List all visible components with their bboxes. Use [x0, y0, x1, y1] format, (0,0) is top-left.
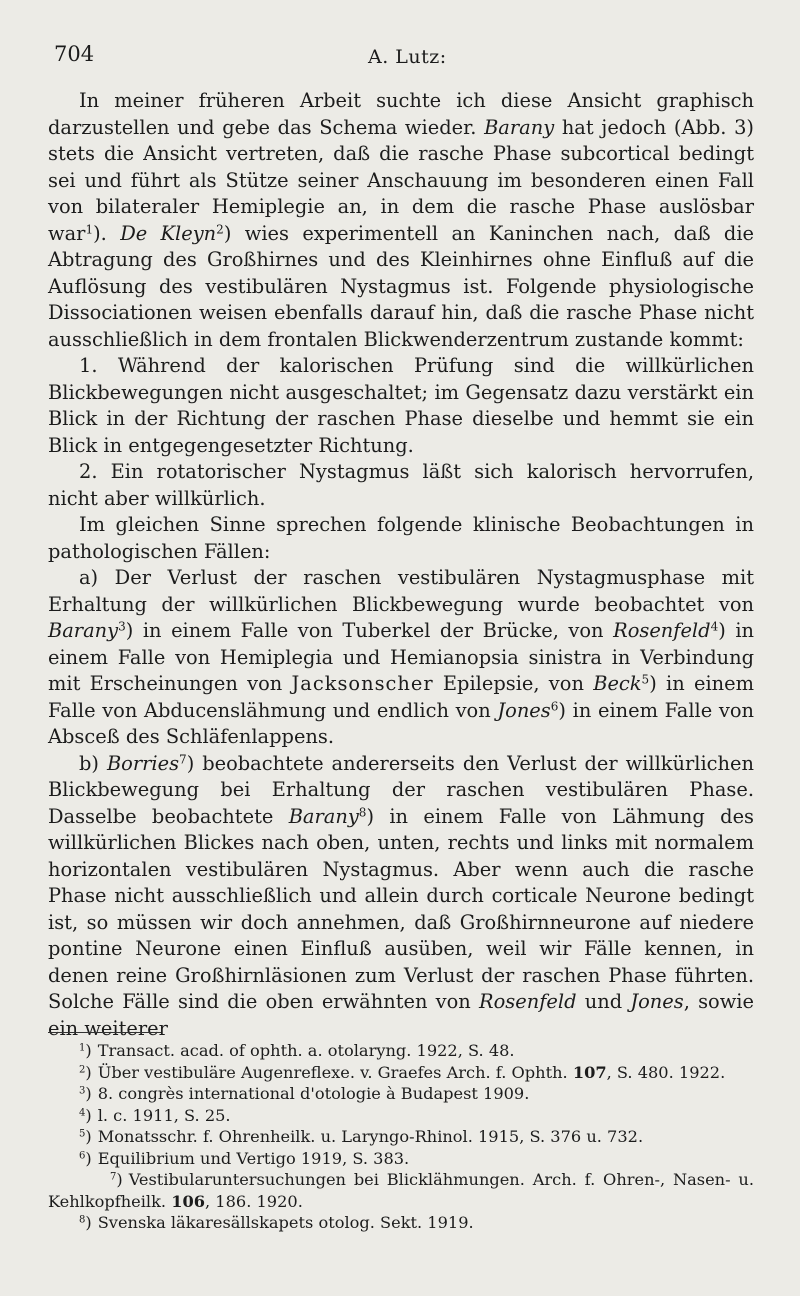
footnote-text: Transact. acad. of ophth. a. otolaryng. 1922, S. 48.: [97, 1041, 515, 1060]
author-name: Jones: [497, 698, 551, 722]
footnote-text: Über vestibuläre Augenreflexe. v. Graefes Arch. f. Ophth.: [97, 1062, 568, 1082]
footnote-2: [48, 1062, 754, 1084]
text-run: , sowie ein weiterer: [48, 990, 754, 1040]
text-run: ) in einem Falle von Tuberkel der Brücke, von: [125, 619, 604, 642]
text-run: ) in einem Falle von Abducenslähmung und endlich von: [48, 672, 754, 722]
footnote-text: Equilibrium und Vertigo 1919, S. 383.: [97, 1148, 410, 1168]
footnote-ref: 4: [710, 619, 719, 634]
paragraph-3: 2. Ein rotatorischer Nystagmus läßt sich kalorisch hervorrufen, nicht aber willkürlich.: [48, 460, 754, 510]
page-number: 704: [54, 42, 95, 66]
text-run: ) beobachtete andererseits den Verlust der willkürlichen Blickbewegung bei Erhaltung der raschen vestibulären Phase. Dasselbe beobachtete: [48, 751, 754, 828]
footnote-ref: 5: [641, 672, 650, 687]
footnote-number: $^4$): [79, 1105, 92, 1125]
author-name: Rosenfeld: [613, 619, 711, 642]
footnote-ref: 2: [216, 221, 224, 236]
footnote-ref: 3: [118, 619, 126, 634]
author-name: Rosenfeld: [479, 990, 577, 1013]
footnote-text: Vestibularuntersuchungen bei Blicklähmungen. Arch. f. Ohren-, Nasen- u. Kehlkopfheilk.: [48, 1170, 754, 1211]
running-head: A. Lutz:: [368, 46, 447, 68]
footnote-number: $^1$): [79, 1041, 92, 1060]
footnote-number: $^8$): [79, 1213, 92, 1232]
footnote-5: [48, 1126, 754, 1148]
footnote-ref: 8: [358, 804, 367, 819]
author-name: Barany: [484, 115, 555, 139]
text-run: ) in einem Falle von Hemiplegia und Hemianopsia sinistra in Verbindung mit Erscheinungen von: [48, 619, 755, 695]
footnote-number: $^3$): [79, 1084, 92, 1103]
text-run: ) wies experimentell an Kaninchen nach, daß die Abtragung des Großhirnes und des Kleinhirnes ohne Einfluß auf die Auflösung des vestibulären Nystagmus ist. Folgende physiologische Dissociationen weisen ebenfalls darauf hin, daß die rasche Phase nicht ausschließlich in dem frontalen Blickwenderzentrum zustande kommt:: [48, 221, 755, 351]
footnote-1: [48, 1040, 754, 1062]
footnote-text: l. c. 1911, S. 25.: [97, 1105, 231, 1125]
author-name: Borries: [106, 751, 180, 775]
footnotes: [48, 1040, 754, 1234]
author-name: Jacksonscher: [291, 672, 434, 695]
footnote-text: , S. 480. 1922.: [606, 1062, 726, 1082]
footnote-number: $^6$): [79, 1148, 92, 1168]
text-run: hat jedoch (Abb. 3) stets die Ansicht vertreten, daß die rasche Phase subcortical bedingt sei und führt als Stütze seiner Anschauung im besonderen einen Fall von bilateraler Hemiplegie an, in dem die rasche Phase auslösbar war: [48, 115, 754, 245]
text-run: und: [584, 990, 623, 1013]
author-name: Barany: [288, 804, 359, 828]
footnote-4: [48, 1105, 754, 1127]
footnote-text: Svenska läkaresällskapets otolog. Sekt. 1919.: [97, 1213, 474, 1232]
footnote-7: [48, 1169, 754, 1212]
paragraph-2: 1. Während der kalorischen Prüfung sind die willkürlichen Blickbewegungen nicht ausgeschaltet; im Gegensatz dazu verstärkt ein Blick in der Richtung der raschen Phase dieselbe und hemmt sie ein Blick in entgegengesetzter Richtung.: [48, 354, 754, 457]
paragraph-6: [48, 751, 754, 1043]
author-name: De Kleyn: [120, 221, 217, 245]
paragraph-4: Im gleichen Sinne sprechen folgende klinische Beobachtungen in pathologischen Fällen:: [48, 513, 754, 563]
text-run: ) in einem Falle von Absceß des Schläfenlappens.: [48, 698, 754, 748]
footnote-text: 8. congrès international d'otologie à Budapest 1909.: [97, 1084, 530, 1103]
body-text: [48, 88, 754, 1042]
footnote-divider: [48, 1032, 161, 1033]
footnote-8: [48, 1212, 754, 1234]
author-name: Beck: [593, 672, 642, 695]
page-header: [52, 42, 752, 72]
footnote-6: [48, 1148, 754, 1170]
footnote-ref: 7: [179, 751, 187, 766]
text-run: b): [79, 751, 99, 775]
paragraph-1: [48, 88, 754, 353]
author-name: Barany: [48, 619, 119, 642]
footnote-number: $^5$): [79, 1127, 92, 1146]
text-run: In meiner früheren Arbeit suchte ich diese Ansicht graphisch darzustellen und gebe das Schema wieder.: [48, 89, 754, 139]
volume-number: 107: [572, 1062, 607, 1082]
text-run: ).: [93, 221, 107, 245]
paragraph-5: [48, 565, 754, 751]
author-name: Jones: [630, 990, 684, 1013]
text-run: a) Der Verlust der raschen vestibulären Nystagmusphase mit Erhaltung der willkürlichen Blickbewegung wurde beobachtet von: [48, 566, 754, 616]
footnote-text: Monatsschr. f. Ohrenheilk. u. Laryngo-Rhinol. 1915, S. 376 u. 732.: [97, 1127, 644, 1146]
footnote-3: [48, 1083, 754, 1105]
footnote-number: $^7$): [110, 1170, 123, 1189]
text-run: Epilepsie, von: [442, 672, 584, 695]
footnote-text: , 186. 1920.: [205, 1191, 303, 1211]
volume-number: 106: [171, 1191, 206, 1211]
footnote-ref: 1: [85, 221, 94, 236]
footnote-ref: 6: [550, 698, 559, 713]
footnote-number: $^2$): [79, 1062, 92, 1082]
text-run: ) in einem Falle von Lähmung des willkürlichen Blickes nach oben, unten, rechts und links mit normalem horizontalen vestibulären Nystagmus. Aber wenn auch die rasche Phase nicht ausschließlich und allein durch corticale Neurone bedingt ist, so müssen wir doch annehmen, daß Großhirnneurone auf niedere pontine Neurone einen Einfluß ausüben, weil wir Fälle kennen, in denen reine Großhirnläsionen zum Verlust der raschen Phase führten. Solche Fälle sind die oben erwähnten von: [48, 804, 754, 1013]
